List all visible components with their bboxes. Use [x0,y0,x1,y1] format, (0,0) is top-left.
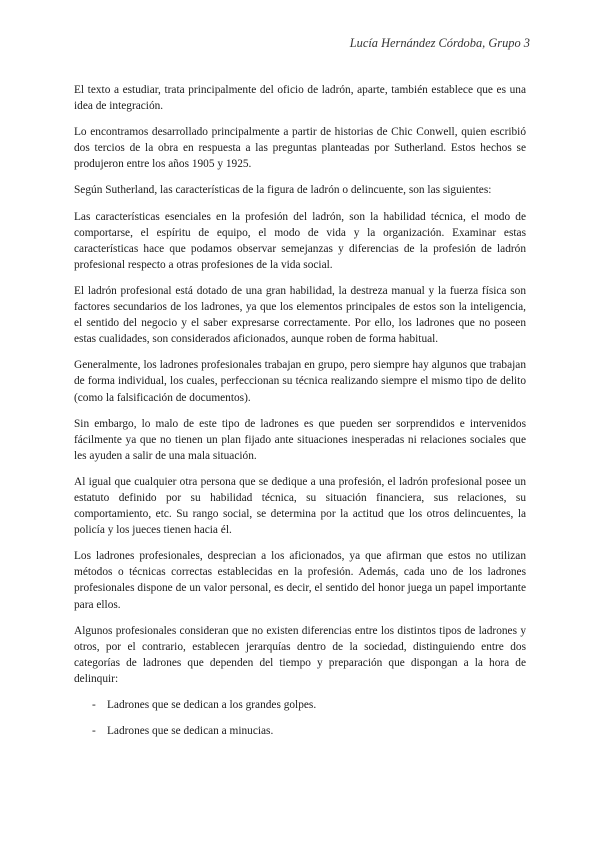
paragraph-5: El ladrón profesional está dotado de una gran habilidad, la destreza manual y la fuerza física son factores secundarios de los ladrones, ya que los elementos principales de estos son la inteligencia, el sentido del negocio y el saber expresarse correctamente. Por ello, los ladrones que no poseen estas cualidades, son considerados aficionados, aunque roben de forma habitual. [74,284,526,346]
paragraph-2: Lo encontramos desarrollado principalmente a partir de historias de Chic Conwell, quien escribió dos tercios de la obra en respuesta a las preguntas planteadas por Sutherland. Estos hechos se produjeron entre los años 1905 y 1925. [74,126,526,171]
list-marker: - [92,699,96,711]
paragraph-1: El texto a estudiar, trata principalmente del oficio de ladrón, aparte, también establece que es una idea de integración. [74,84,526,113]
paragraph-6: Generalmente, los ladrones profesionales trabajan en grupo, pero siempre hay algunos que trabajan de forma individual, los cuales, perfeccionan su técnica realizando siempre el mismo tipo de delito (como la falsificación de documentos). [74,359,526,404]
list-item-text: Ladrones que se dedican a los grandes golpes. [107,699,317,711]
header-author: Lucía Hernández Córdoba, Grupo 3 [349,36,530,50]
paragraph-10: Algunos profesionales consideran que no existen diferencias entre los distintos tipos de ladrones y otros, por el contrario, establecen jerarquías dentro de la sociedad, distinguiendo entre dos categorías de ladrones que dependen del tiempo y preparación que dispongan a la hora de delinquir: [74,624,526,685]
paragraph-9: Los ladrones profesionales, desprecian a los aficionados, ya que afirman que estos no utilizan métodos o técnicas correctas establecidas en la profesión. Además, cada uno de los ladrones profesionales dispone de un valor personal, es decir, el sentido del honor juega un papel importante para ellos. [74,550,526,611]
list-marker: - [92,725,96,738]
paragraph-3: Según Sutherland, las características de la figura de ladrón o delincuente, son las siguientes: [74,184,492,197]
list-item [74,697,526,713]
list-item-text: Ladrones que se dedican a minucias. [107,725,274,738]
paragraph-8: Al igual que cualquier otra persona que se dedique a una profesión, el ladrón profesional posee un estatuto definido por su habilidad técnica, su situación financiera, sus relaciones, su comportamiento, etc. Su rango social, se determina por la actitud que los otros delincuentes, la policía y los jueces tienen hacia él. [74,475,526,537]
paragraph-7: Sin embargo, lo malo de este tipo de ladrones es que pueden ser sorprendidos e intervenidos fácilmente ya que no tienen un plan fijado ante situaciones inesperadas ni relaciones sociales que les ayuden a salir de una mala situación. [74,417,526,462]
paragraph-4: Las características esenciales en la profesión del ladrón, son la habilidad técnica, el modo de comportarse, el espíritu de equipo, el modo de vida y la organización. Examinar estas características hace que podamos observar semejanzas y diferencias de la profesión de ladrón profesional respecto a otras profesiones de la vida social. [74,210,526,271]
list-item [74,723,526,739]
dash-list [74,697,526,739]
document-body [74,82,526,749]
